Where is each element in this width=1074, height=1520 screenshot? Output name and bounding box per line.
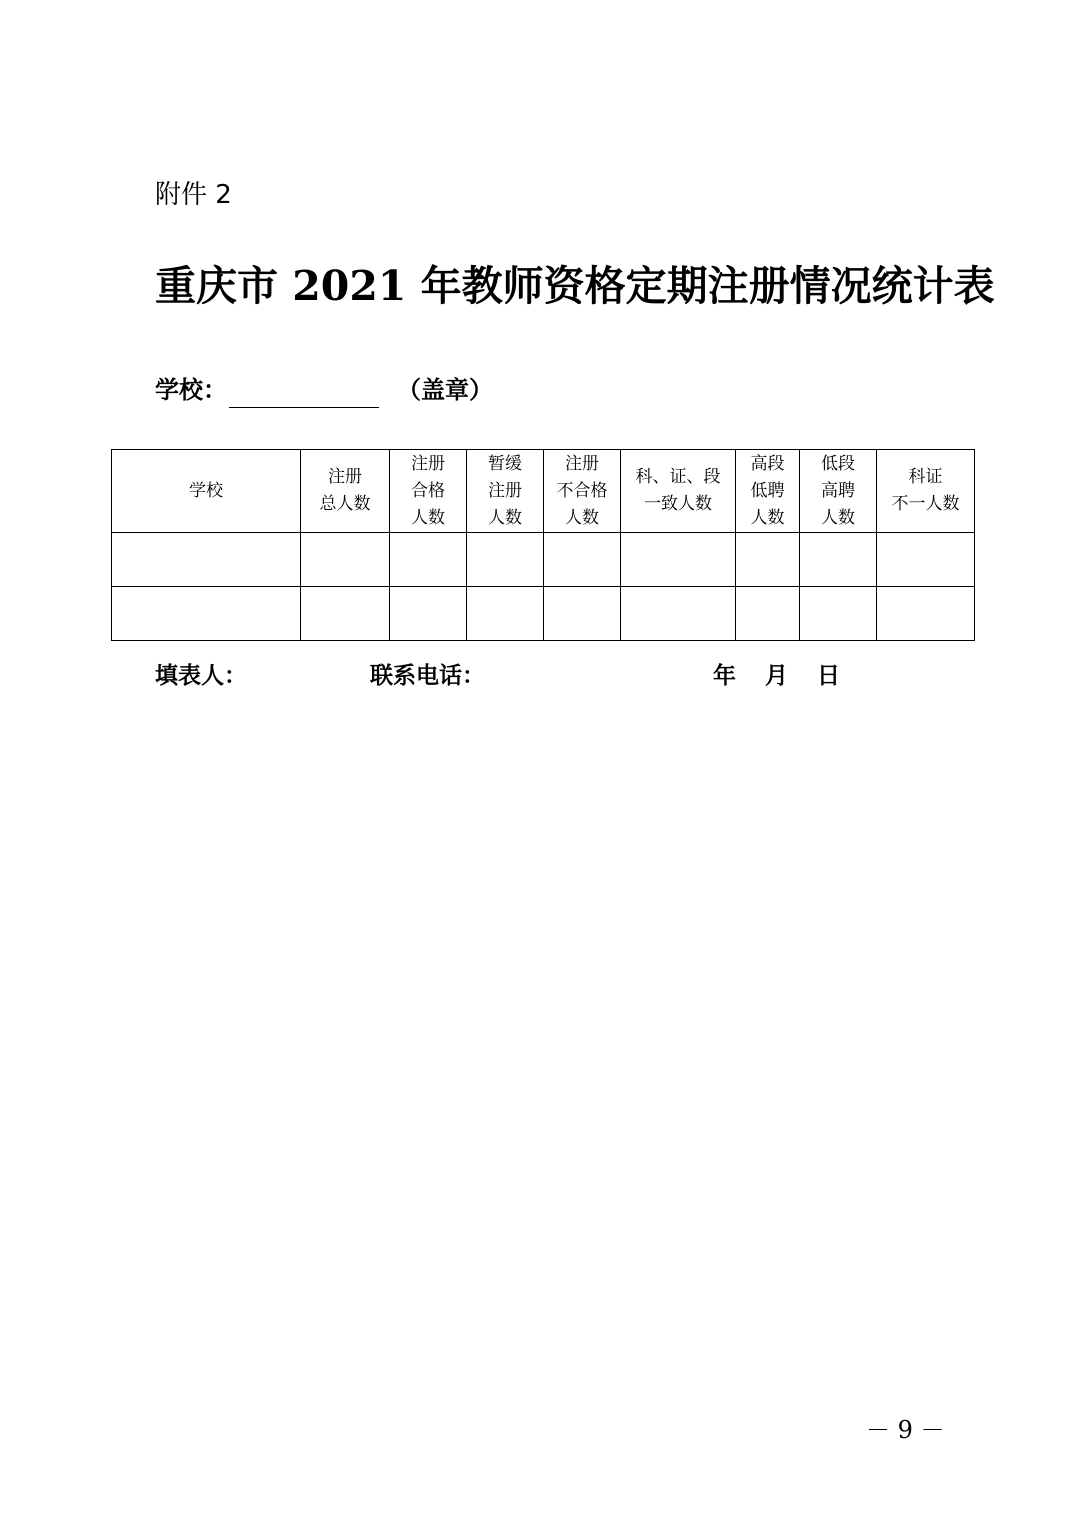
attachment-label: 附件 2	[155, 180, 232, 210]
table-cell[interactable]	[544, 533, 621, 587]
header-line: 合格	[411, 480, 445, 501]
table-cell[interactable]	[467, 533, 544, 587]
table-cell[interactable]	[544, 587, 621, 641]
school-line	[155, 372, 493, 408]
document-title: 重庆市 2021 年教师资格定期注册情况统计表	[155, 262, 995, 310]
header-line: 注册	[565, 453, 599, 474]
header-low-level-high-hire	[800, 450, 877, 533]
header-line: 科、证、段	[635, 467, 721, 487]
table-cell[interactable]	[390, 587, 467, 641]
header-line: 不一人数	[891, 494, 960, 514]
table-row	[112, 587, 975, 641]
table-header-row	[112, 450, 975, 533]
header-unqualified	[544, 450, 621, 533]
table-cell[interactable]	[800, 587, 877, 641]
header-consistent	[621, 450, 736, 533]
table-cell[interactable]	[467, 587, 544, 641]
table-cell[interactable]	[877, 587, 975, 641]
year-label: 年	[713, 662, 736, 689]
table-cell[interactable]	[736, 587, 800, 641]
table-cell[interactable]	[736, 533, 800, 587]
day-label: 日	[817, 662, 840, 689]
header-subject-cert-mismatch	[877, 450, 975, 533]
table-cell[interactable]	[112, 533, 301, 587]
school-blank-field[interactable]	[229, 379, 379, 408]
header-qualified	[390, 450, 467, 533]
header-line: 暂缓	[488, 453, 522, 474]
table-cell[interactable]	[301, 587, 390, 641]
statistics-table	[111, 449, 975, 641]
table-cell[interactable]	[621, 533, 736, 587]
header-line: 人数	[565, 507, 599, 528]
header-high-level-low-hire	[736, 450, 800, 533]
header-line: 低聘	[750, 480, 785, 501]
table-cell[interactable]	[301, 533, 390, 587]
header-school	[112, 450, 301, 533]
header-total-registered	[301, 450, 390, 533]
header-line: 一致人数	[644, 494, 712, 514]
table-row	[112, 533, 975, 587]
header-line: 人数	[488, 507, 522, 528]
header-line: 注册	[411, 453, 445, 474]
page-number: － 9 －	[866, 1416, 945, 1444]
header-line: 低段	[821, 453, 855, 474]
header-line: 高聘	[821, 480, 855, 501]
header-line: 人数	[821, 507, 855, 528]
table-cell[interactable]	[877, 533, 975, 587]
school-label: 学校：	[155, 375, 227, 404]
header-line: 总人数	[319, 494, 371, 514]
month-label: 月	[765, 662, 788, 689]
header-line: 注册	[488, 480, 522, 501]
header-line: 注册	[328, 467, 362, 487]
table-cell[interactable]	[621, 587, 736, 641]
table-cell[interactable]	[390, 533, 467, 587]
header-line: 不合格	[556, 480, 608, 501]
table-cell[interactable]	[800, 533, 877, 587]
header-line: 学校	[189, 480, 223, 501]
stamp-note: （盖章）	[397, 375, 493, 404]
header-deferred	[467, 450, 544, 533]
phone-label: 联系电话：	[370, 662, 485, 689]
header-line: 高段	[750, 453, 785, 474]
filler-label: 填表人：	[155, 662, 247, 689]
header-line: 科证	[908, 467, 943, 487]
header-line: 人数	[750, 507, 785, 528]
header-line: 人数	[411, 507, 445, 528]
table-cell[interactable]	[112, 587, 301, 641]
